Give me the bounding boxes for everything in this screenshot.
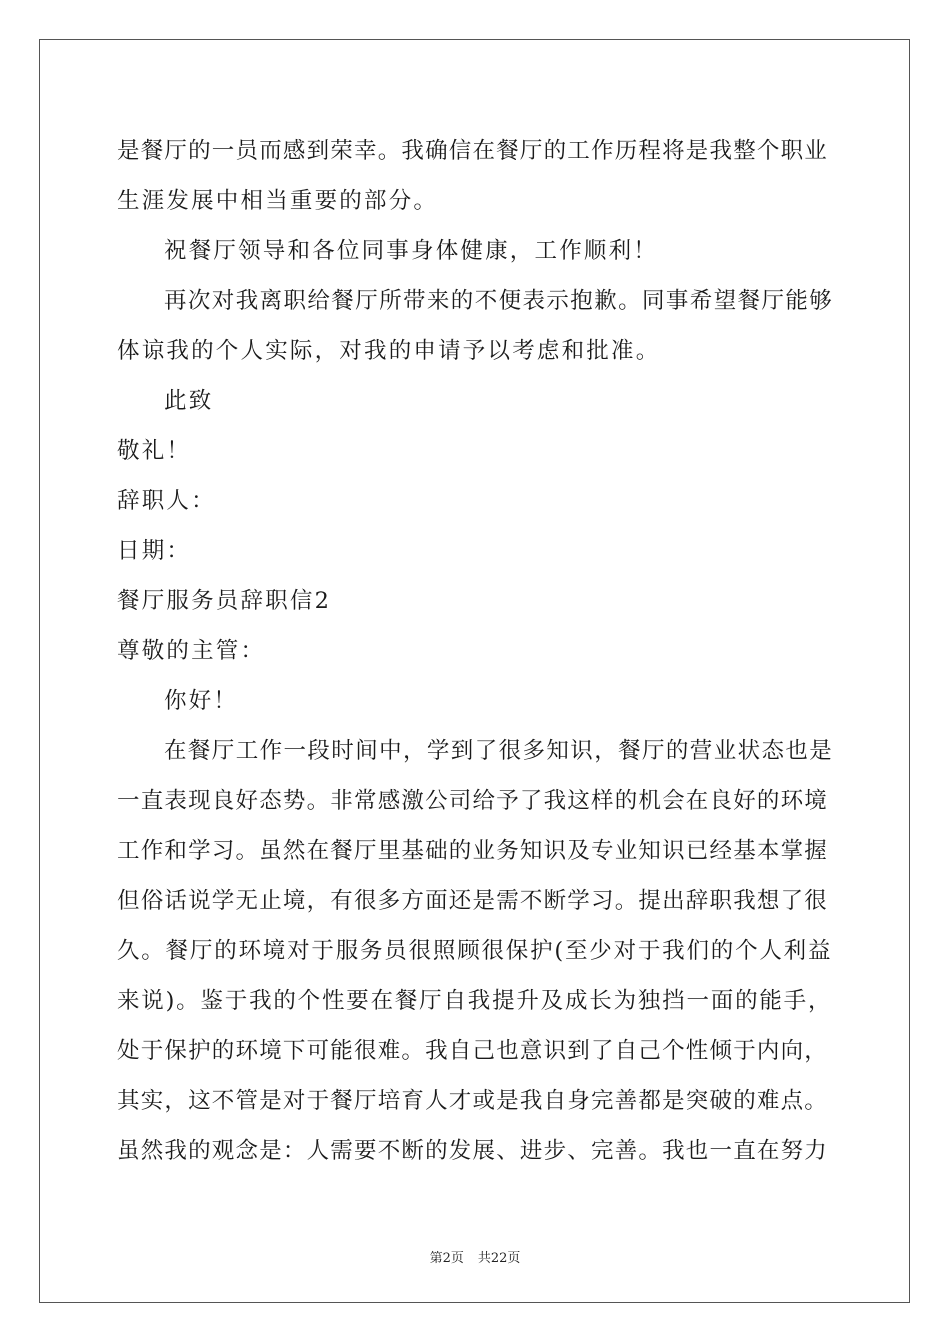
- resigner-label: 辞职人：: [117, 488, 216, 514]
- text-line: 来说)。鉴于我的个性要在餐厅自我提升及成长为独挡一面的能手，: [117, 988, 833, 1014]
- text-line: 再次对我离职给餐厅所带来的不便表示抱歉。同事希望餐厅能够: [164, 288, 834, 314]
- text-line: 虽然我的观念是：人需要不断的发展、进步、完善。我也一直在努力: [117, 1138, 829, 1164]
- text-line: 久。餐厅的环境对于服务员很照顾很保护(至少对于我们的个人利益: [117, 938, 833, 964]
- text-line: 祝餐厅领导和各位同事身体健康，工作顺利！: [164, 238, 659, 264]
- text-line: 工作和学习。虽然在餐厅里基础的业务知识及专业知识已经基本掌握: [117, 838, 829, 864]
- text-line: 是餐厅的一员而感到荣幸。我确信在餐厅的工作历程将是我整个职业: [117, 138, 829, 164]
- text-line: 处于保护的环境下可能很难。我自己也意识到了自己个性倾于内向，: [117, 1038, 829, 1064]
- closing-salutation: 此致: [164, 388, 214, 414]
- text-line: 在餐厅工作一段时间中，学到了很多知识，餐厅的营业状态也是: [164, 738, 834, 764]
- closing-regards: 敬礼！: [117, 438, 192, 464]
- text-line: 生涯发展中相当重要的部分。: [117, 188, 439, 214]
- text-line: 一直表现良好态势。非常感激公司给予了我这样的机会在良好的环境: [117, 788, 829, 814]
- page-footer: [0, 1247, 950, 1266]
- text-line: 你好！: [164, 688, 239, 714]
- total-pages-label: 共22页: [477, 1251, 521, 1266]
- text-line: 体谅我的个人实际，对我的申请予以考虑和批准。: [117, 338, 661, 364]
- section-title: 餐厅服务员辞职信2: [117, 588, 332, 614]
- current-page-label: 第2页: [429, 1251, 464, 1266]
- letter-greeting: 尊敬的主管：: [117, 638, 266, 664]
- date-label: 日期：: [117, 538, 192, 564]
- document-body: [117, 126, 833, 1176]
- text-line: 但俗话说学无止境，有很多方面还是需不断学习。提出辞职我想了很: [117, 888, 829, 914]
- text-line: 其实，这不管是对于餐厅培育人才或是我自身完善都是突破的难点。: [117, 1088, 829, 1114]
